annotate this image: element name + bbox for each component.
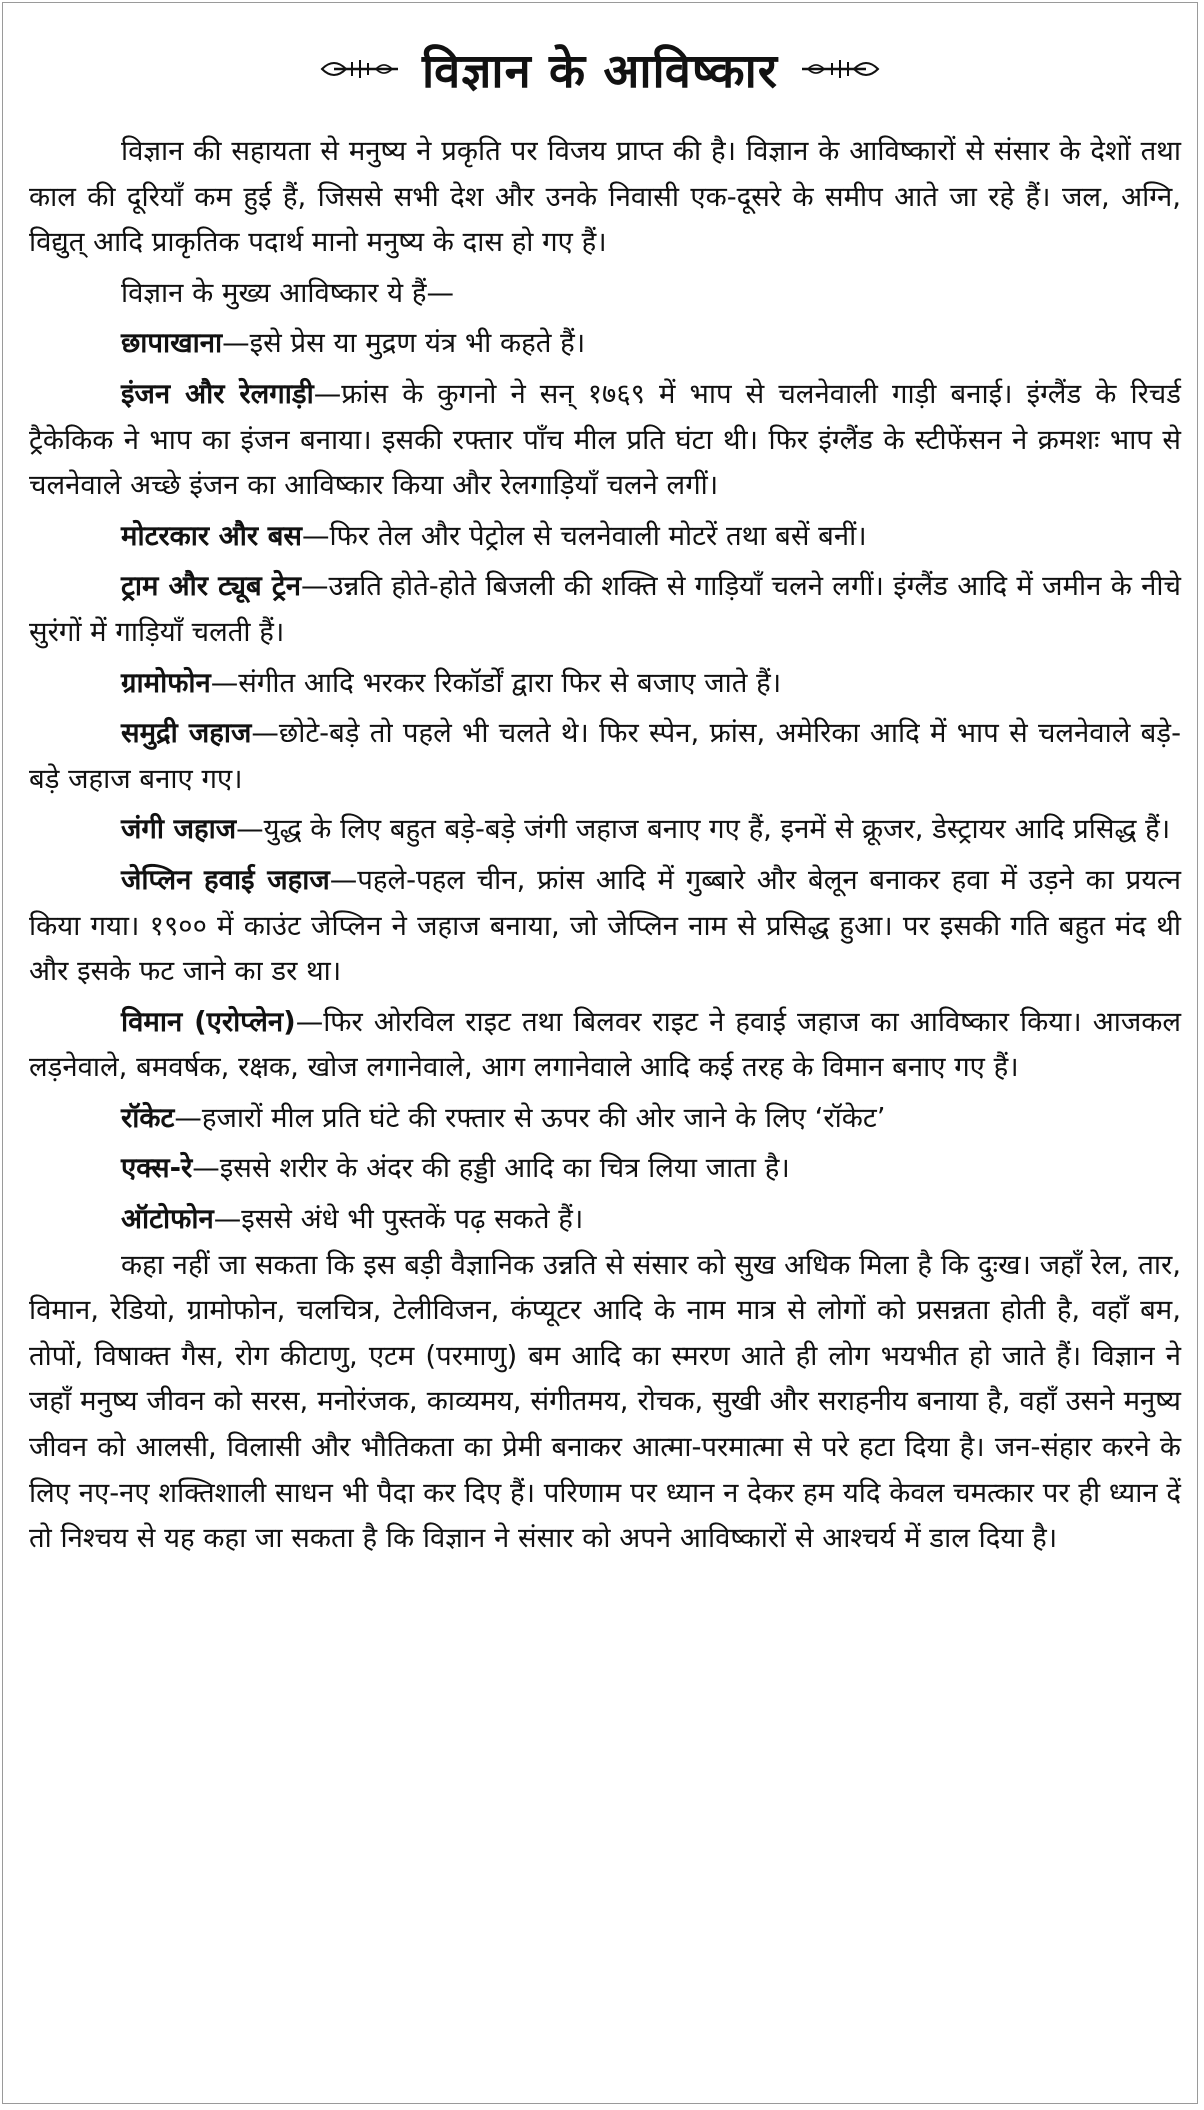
invention-term: रॉकेट xyxy=(121,1101,175,1134)
invention-term: विमान (एरोप्लेन) xyxy=(121,1005,296,1038)
invention-text: —उन्नति होते-होते बिजली की शक्ति से गाड़ियाँ चलने लगीं। इंग्लैंड आदि में जमीन के नीचे सुरंगों में गाड़ियाँ चलती हैं। xyxy=(29,570,1181,648)
invention-item xyxy=(29,514,1181,560)
invention-term: इंजन और रेलगाड़ी xyxy=(121,377,314,410)
essay-body xyxy=(29,129,1181,1562)
invention-item xyxy=(29,321,1181,367)
invention-text: —फिर तेल और पेट्रोल से चलनेवाली मोटरें तथा बसें बनीं। xyxy=(302,519,867,552)
invention-term: समुद्री जहाज xyxy=(121,717,252,750)
invention-item xyxy=(29,1000,1181,1091)
invention-item xyxy=(29,1197,1181,1243)
invention-item xyxy=(29,1096,1181,1142)
invention-text: —फिर ओरविल राइट तथा बिलवर राइट ने हवाई जहाज का आविष्कार किया। आजकल लड़नेवाले, बमवर्षक, रक्षक, खोज लगानेवाले, आग लगानेवाले आदि कई तरह के विमान बनाए गए हैं। xyxy=(29,1005,1182,1084)
invention-item xyxy=(29,1146,1181,1192)
invention-item xyxy=(29,711,1181,802)
conclusion-paragraph: कहा नहीं जा सकता कि इस बड़ी वैज्ञानिक उन्नति से संसार को सुख अधिक मिला है कि दुःख। जहाँ रेल, तार, विमान, रेडियो, ग्रामोफोन, चलचित्र, टेलीविजन, कंप्यूटर आदि के नाम मात्र से लोगों को प्रसन्नता होती है, वहाँ बम, तोपों, विषाक्त गैस, रोग कीटाणु, एटम (परमाणु) बम आदि का स्मरण आते ही लोग भयभीत हो जाते हैं। विज्ञान ने जहाँ मनुष्य जीवन को सरस, मनोरंजक, काव्यमय, संगीतमय, रोचक, सुखी और सराहनीय बनाया है, वहाँ उसने मनुष्य जीवन को आलसी, विलासी और भौतिकता का प्रेमी बनाकर आत्मा-परमात्मा से परे हटा दिया है। जन-संहार करने के लिए नए-नए शक्तिशाली साधन भी पैदा कर दिए हैं। परिणाम पर ध्यान न देकर हम यदि केवल चमत्कार पर ही ध्यान दें तो निश्चय से यह कहा जा सकता है कि विज्ञान ने संसार को अपने आविष्कारों से आश्चर्य में डाल दिया है। xyxy=(29,1248,1181,1555)
invention-text: —इसे प्रेस या मुद्रण यंत्र भी कहते हैं। xyxy=(222,327,586,360)
invention-term: ट्राम और ट्यूब ट्रेन xyxy=(121,570,302,603)
invention-text: —संगीत आदि भरकर रिकॉर्डों द्वारा फिर से बजाए जाते हैं। xyxy=(210,666,782,699)
left-ornament-icon xyxy=(320,54,400,84)
invention-term: छापाखाना xyxy=(121,327,223,360)
invention-text: —छोटे-बड़े तो पहले भी चलते थे। फिर स्पेन, फ्रांस, अमेरिका आदि में भाप से चलनेवाले बड़े-बड़े जहाज बनाए गए। xyxy=(29,717,1181,795)
invention-term: मोटरकार और बस xyxy=(121,519,302,552)
invention-item xyxy=(29,661,1181,707)
invention-term: जेप्लिन हवाई जहाज xyxy=(121,863,330,896)
invention-text: —हजारों मील प्रति घंटे की रफ्तार से ऊपर की ओर जाने के लिए ‘रॉकेट’ xyxy=(174,1101,886,1134)
invention-text: —इससे अंधे भी पुस्तकें पढ़ सकते हैं। xyxy=(213,1203,584,1236)
invention-item xyxy=(29,858,1181,995)
invention-item xyxy=(29,372,1181,509)
list-heading: विज्ञान के मुख्य आविष्कार ये हैं— xyxy=(121,276,454,309)
intro-paragraph: विज्ञान की सहायता से मनुष्य ने प्रकृति पर विजय प्राप्त की है। विज्ञान के आविष्कारों से संसार के देशों तथा काल की दूरियाँ कम हुई हैं, जिससे सभी देश और उनके निवासी एक-दूसरे के समीप आते जा रहे हैं। जल, अग्नि, विद्युत् आदि प्राकृतिक पदार्थ मानो मनुष्य के दास हो गए हैं। xyxy=(29,135,1181,259)
invention-term: ऑटोफोन xyxy=(121,1203,214,1236)
invention-term: ग्रामोफोन xyxy=(121,666,211,699)
invention-text: —इससे शरीर के अंदर की हड्डी आदि का चित्र लिया जाता है। xyxy=(192,1152,790,1185)
heading xyxy=(3,29,1197,109)
invention-term: एक्स-रे xyxy=(121,1152,193,1185)
right-ornament-icon xyxy=(800,54,880,84)
page-title: विज्ञान के आविष्कार xyxy=(422,44,778,99)
invention-text: —पहले-पहल चीन, फ्रांस आदि में गुब्बारे और बेलून बनाकर हवा में उड़ने का प्रयत्न किया गया। १९०० में काउंट जेप्लिन ने जहाज बनाया, जो जेप्लिन नाम से प्रसिद्ध हुआ। पर इसकी गति बहुत मंद थी और इसके फट जाने का डर था। xyxy=(29,863,1181,988)
invention-item xyxy=(29,564,1181,655)
invention-text: —युद्ध के लिए बहुत बड़े-बड़े जंगी जहाज बनाए गए हैं, इनमें से क्रूजर, डेस्ट्रायर आदि प्रसिद्ध हैं। xyxy=(236,813,1171,846)
document-page xyxy=(2,2,1198,2104)
invention-text: —फ्रांस के कुगनो ने सन् १७६९ में भाप से चलनेवाली गाड़ी बनाई। इंग्लैंड के रिचर्ड ट्रैकेकिक ने भाप का इंजन बनाया। इसकी रफ्तार पाँच मील प्रति घंटा थी। फिर इंग्लैंड के स्टीफेंसन ने क्रमशः भाप से चलनेवाले अच्छे इंजन का आविष्कार किया और रेलगाड़ियाँ चलने लगीं। xyxy=(29,377,1181,502)
invention-item xyxy=(29,807,1181,853)
invention-term: जंगी जहाज xyxy=(121,813,237,846)
